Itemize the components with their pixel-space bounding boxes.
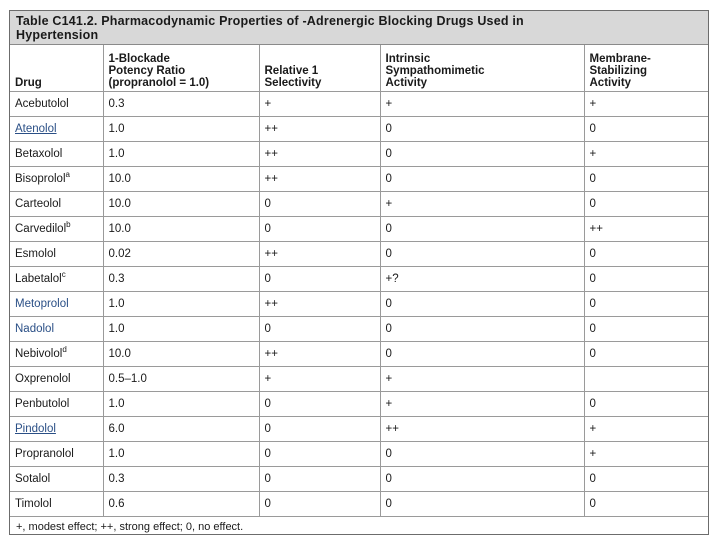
drug-name: Propranolol (15, 448, 74, 460)
selectivity-cell: ++ (259, 292, 380, 317)
selectivity-cell: ++ (259, 117, 380, 142)
msa-cell (584, 367, 708, 392)
msa-cell: 0 (584, 317, 708, 342)
potency-cell: 1.0 (103, 317, 259, 342)
isa-cell: + (380, 192, 584, 217)
msa-cell: 0 (584, 167, 708, 192)
drug-cell (10, 92, 103, 117)
header-isa-line2: Sympathomimetic (385, 65, 485, 77)
selectivity-cell: 0 (259, 417, 380, 442)
selectivity-cell: ++ (259, 242, 380, 267)
table-row (10, 442, 708, 467)
drug-name: Bisoprolol (15, 173, 66, 185)
drug-cell (10, 492, 103, 517)
drug-name: Labetalol (15, 273, 62, 285)
drug-cell (10, 342, 103, 367)
drug-footnote-marker: d (62, 345, 67, 355)
isa-cell: + (380, 392, 584, 417)
table-row (10, 242, 708, 267)
table-row (10, 117, 708, 142)
drug-cell (10, 167, 103, 192)
isa-cell: 0 (380, 442, 584, 467)
potency-cell: 1.0 (103, 392, 259, 417)
potency-cell: 0.02 (103, 242, 259, 267)
isa-cell: 0 (380, 317, 584, 342)
selectivity-cell: 0 (259, 467, 380, 492)
table-row (10, 92, 708, 117)
drug-cell[interactable] (10, 417, 103, 442)
header-selectivity-line1: Relative 1 (264, 65, 319, 77)
table-row (10, 167, 708, 192)
drug-cell (10, 442, 103, 467)
drug-cell (10, 242, 103, 267)
isa-cell: 0 (380, 217, 584, 242)
table-row (10, 417, 708, 442)
table-footnote: +, modest effect; ++, strong effect; 0, no effect. (16, 521, 244, 533)
table-row (10, 217, 708, 242)
header-drug: Drug (10, 45, 103, 92)
drug-name: Timolol (15, 498, 52, 510)
potency-cell: 1.0 (103, 442, 259, 467)
drug-cell (10, 367, 103, 392)
potency-cell: 1.0 (103, 117, 259, 142)
header-potency-line2: Potency Ratio (108, 65, 186, 77)
isa-cell: 0 (380, 292, 584, 317)
isa-cell: 0 (380, 242, 584, 267)
isa-cell: ++ (380, 417, 584, 442)
drug-name: Acebutolol (15, 98, 69, 110)
table-title-line2: Hypertension (16, 28, 99, 42)
selectivity-cell: + (259, 367, 380, 392)
table-title (10, 11, 708, 45)
table-title-line1: Table C141.2. Pharmacodynamic Properties of -Adrenergic Blocking Drugs Used in (16, 14, 524, 28)
header-msa-line2: Stabilizing (589, 65, 647, 77)
drug-name: Sotalol (15, 473, 51, 485)
header-potency (103, 45, 259, 92)
drug-name[interactable]: Pindolol (15, 423, 56, 435)
table-row (10, 192, 708, 217)
table-row (10, 142, 708, 167)
isa-cell: 0 (380, 117, 584, 142)
isa-cell: 0 (380, 467, 584, 492)
header-potency-line3: (propranolol = 1.0) (108, 77, 210, 89)
header-msa-line3: Activity (589, 77, 632, 89)
drug-name: Metoprolol (15, 298, 69, 310)
drug-name: Esmolol (15, 248, 56, 260)
isa-cell: + (380, 92, 584, 117)
potency-cell: 0.6 (103, 492, 259, 517)
potency-cell: 10.0 (103, 167, 259, 192)
table-row (10, 467, 708, 492)
msa-cell: + (584, 417, 708, 442)
header-isa-line3: Activity (385, 77, 428, 89)
drug-cell (10, 467, 103, 492)
drug-cell (10, 267, 103, 292)
potency-cell: 0.5–1.0 (103, 367, 259, 392)
msa-cell: + (584, 442, 708, 467)
msa-cell: + (584, 92, 708, 117)
header-msa (584, 45, 708, 92)
pharmacodynamic-table (10, 45, 708, 517)
msa-cell: 0 (584, 242, 708, 267)
msa-cell: 0 (584, 292, 708, 317)
table-row (10, 367, 708, 392)
selectivity-cell: ++ (259, 142, 380, 167)
msa-cell: 0 (584, 467, 708, 492)
table-row (10, 342, 708, 367)
table-body (10, 92, 708, 517)
drug-name: Penbutolol (15, 398, 70, 410)
potency-cell: 10.0 (103, 342, 259, 367)
drug-name[interactable]: Atenolol (15, 123, 57, 135)
msa-cell: 0 (584, 192, 708, 217)
header-isa-line1: Intrinsic (385, 53, 431, 65)
potency-cell: 10.0 (103, 217, 259, 242)
isa-cell: +? (380, 267, 584, 292)
header-msa-line1: Membrane- (589, 53, 651, 65)
isa-cell: 0 (380, 342, 584, 367)
selectivity-cell: 0 (259, 492, 380, 517)
table-row (10, 492, 708, 517)
isa-cell: + (380, 367, 584, 392)
selectivity-cell: + (259, 92, 380, 117)
potency-cell: 10.0 (103, 192, 259, 217)
potency-cell: 6.0 (103, 417, 259, 442)
drug-cell (10, 142, 103, 167)
isa-cell: 0 (380, 492, 584, 517)
table-row (10, 292, 708, 317)
table-row (10, 392, 708, 417)
drug-name: Oxprenolol (15, 373, 71, 385)
header-isa (380, 45, 584, 92)
selectivity-cell: ++ (259, 167, 380, 192)
drug-table-panel (9, 10, 709, 535)
header-selectivity (259, 45, 380, 92)
drug-cell (10, 392, 103, 417)
drug-footnote-marker: a (65, 170, 70, 180)
selectivity-cell: ++ (259, 342, 380, 367)
table-row (10, 317, 708, 342)
drug-name: Carteolol (15, 198, 62, 210)
msa-cell: ++ (584, 217, 708, 242)
potency-cell: 1.0 (103, 292, 259, 317)
selectivity-cell: 0 (259, 217, 380, 242)
selectivity-cell: 0 (259, 442, 380, 467)
header-potency-line1: 1-Blockade (108, 53, 170, 65)
drug-footnote-marker: b (66, 220, 71, 230)
selectivity-cell: 0 (259, 317, 380, 342)
drug-footnote-marker: c (61, 270, 66, 280)
header-selectivity-line2: Selectivity (264, 77, 322, 89)
drug-cell (10, 192, 103, 217)
potency-cell: 1.0 (103, 142, 259, 167)
isa-cell: 0 (380, 142, 584, 167)
drug-cell (10, 217, 103, 242)
drug-name: Carvedilol (15, 223, 67, 235)
msa-cell: + (584, 142, 708, 167)
header-row (10, 45, 708, 92)
potency-cell: 0.3 (103, 267, 259, 292)
selectivity-cell: 0 (259, 392, 380, 417)
potency-cell: 0.3 (103, 92, 259, 117)
drug-cell (10, 317, 103, 342)
drug-cell[interactable] (10, 117, 103, 142)
msa-cell: 0 (584, 267, 708, 292)
msa-cell: 0 (584, 392, 708, 417)
potency-cell: 0.3 (103, 467, 259, 492)
msa-cell: 0 (584, 342, 708, 367)
drug-name: Betaxolol (15, 148, 63, 160)
drug-name: Nadolol (15, 323, 54, 335)
drug-cell (10, 292, 103, 317)
isa-cell: 0 (380, 167, 584, 192)
selectivity-cell: 0 (259, 267, 380, 292)
drug-name: Nebivolol (15, 348, 63, 360)
table-row (10, 267, 708, 292)
selectivity-cell: 0 (259, 192, 380, 217)
msa-cell: 0 (584, 117, 708, 142)
msa-cell: 0 (584, 492, 708, 517)
